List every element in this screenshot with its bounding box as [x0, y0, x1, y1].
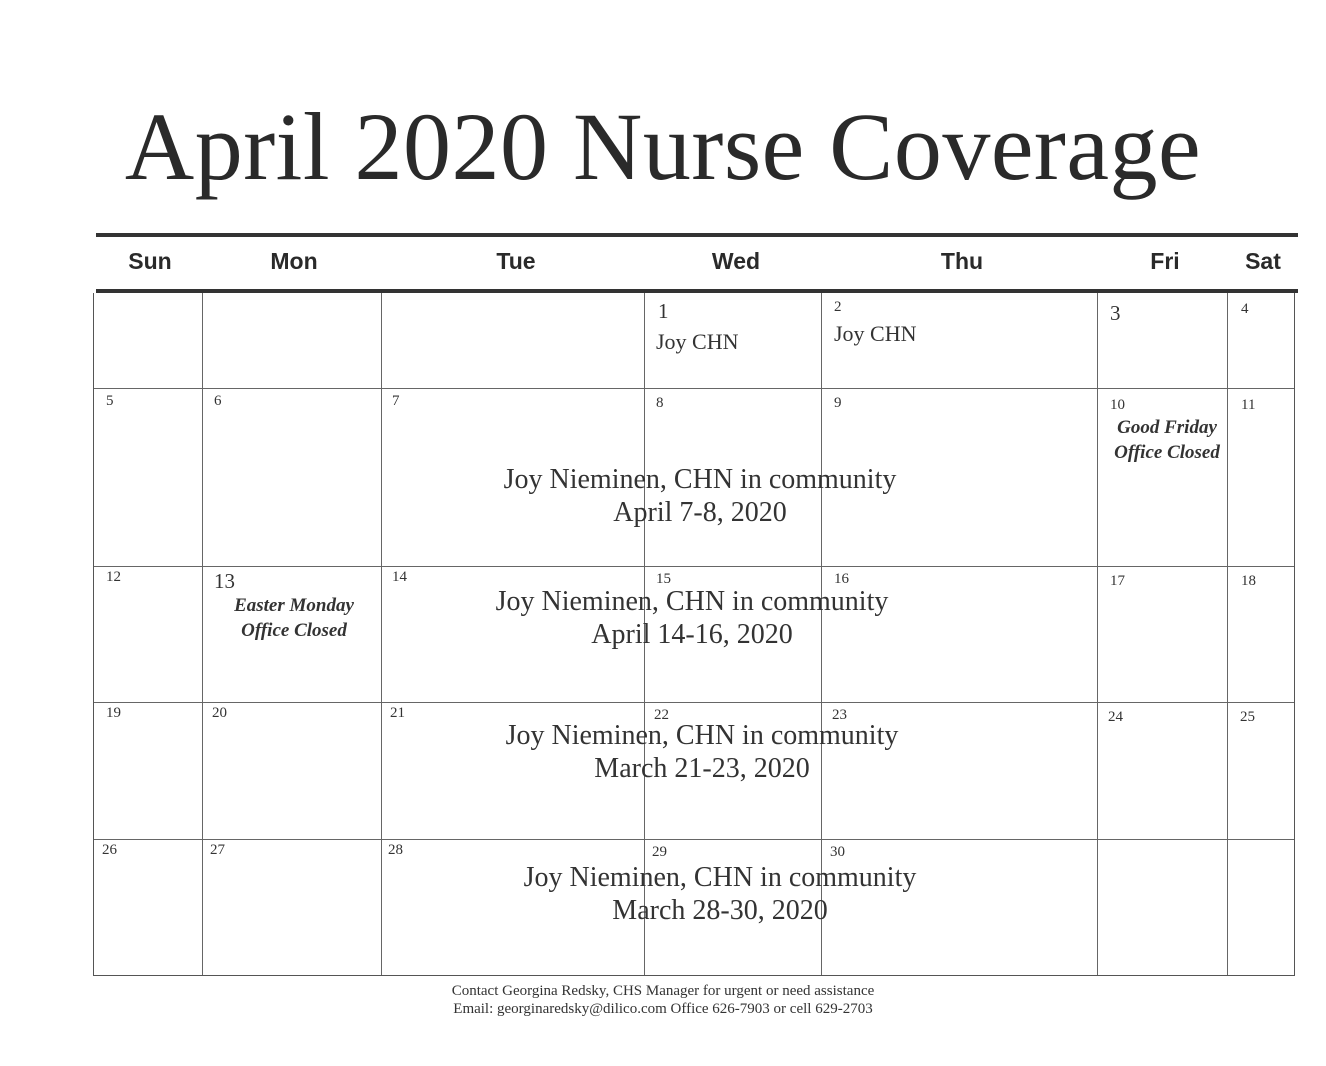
coverage-note-dates: April 14-16, 2020: [591, 619, 793, 650]
cell-entry-thu-2: Joy CHN: [834, 321, 917, 346]
holiday-status: Office Closed: [1114, 442, 1220, 463]
day-number: 23: [832, 707, 847, 723]
week-divider: [94, 702, 1294, 703]
day-number: 21: [390, 705, 405, 721]
day-number: 16: [834, 571, 849, 587]
contact-email-line: Email: georginaredsky@dilico.com Office 626-7903 or cell 629-2703: [453, 1001, 873, 1017]
day-number: 27: [210, 842, 225, 858]
day-number: 15: [656, 571, 671, 587]
contact-line: Contact Georgina Redsky, CHS Manager for urgent or need assistance: [451, 983, 875, 999]
holiday-easter-monday: [206, 593, 382, 643]
coverage-note-title: Joy Nieminen, CHN in community: [523, 862, 917, 893]
day-number: 26: [102, 842, 117, 858]
day-number: 7: [392, 393, 400, 409]
day-number: 25: [1240, 709, 1255, 725]
coverage-note-dates: April 7-8, 2020: [613, 497, 787, 528]
contact-footer: [0, 982, 1326, 1018]
day-number: 4: [1241, 301, 1249, 317]
day-number: 18: [1241, 573, 1256, 589]
week-divider: [94, 388, 1294, 389]
day-number: 14: [392, 569, 407, 585]
day-header-tue: Tue: [496, 248, 536, 274]
holiday-good-friday: [1102, 415, 1232, 465]
coverage-note: [384, 463, 1016, 529]
coverage-note: [384, 585, 1000, 651]
day-number: 28: [388, 842, 403, 858]
day-number: 11: [1241, 397, 1256, 413]
coverage-note-dates: March 28-30, 2020: [612, 895, 828, 926]
holiday-name: Easter Monday: [234, 595, 354, 616]
day-number: 24: [1108, 709, 1123, 725]
top-rule: [96, 233, 1298, 237]
coverage-note-title: Joy Nieminen, CHN in community: [503, 464, 897, 495]
day-divider: [1097, 293, 1098, 975]
holiday-status: Office Closed: [241, 620, 347, 641]
day-number: 6: [214, 393, 222, 409]
day-number: 2: [834, 299, 842, 315]
day-divider: [202, 293, 203, 975]
day-number: 10: [1110, 397, 1125, 413]
cell-entry-wed-1: Joy CHN: [656, 329, 739, 354]
day-number: 19: [106, 705, 121, 721]
day-number: 13: [214, 569, 235, 593]
day-header-thu: Thu: [940, 248, 984, 274]
day-number: 3: [1110, 301, 1121, 325]
day-number: 5: [106, 393, 114, 409]
week-divider: [94, 839, 1294, 840]
day-header-mon: Mon: [270, 248, 318, 274]
day-header-wed: Wed: [711, 248, 761, 274]
day-header-sun: Sun: [128, 248, 172, 274]
coverage-note-title: Joy Nieminen, CHN in community: [495, 586, 889, 617]
day-number: 20: [212, 705, 227, 721]
coverage-note-title: Joy Nieminen, CHN in community: [505, 720, 899, 751]
coverage-note: [384, 719, 1020, 785]
day-number: 1: [658, 299, 669, 323]
calendar-grid: [93, 293, 1295, 976]
day-number: 9: [834, 395, 842, 411]
coverage-note: [384, 861, 1056, 927]
day-number: 12: [106, 569, 121, 585]
day-number: 17: [1110, 573, 1125, 589]
page-title: April 2020 Nurse Coverage: [124, 93, 1202, 200]
day-header-fri: Fri: [1150, 248, 1180, 274]
week-divider: [94, 566, 1294, 567]
day-header-sat: Sat: [1245, 248, 1281, 274]
day-number: 29: [652, 844, 667, 860]
day-number: 22: [654, 707, 669, 723]
holiday-name: Good Friday: [1117, 417, 1217, 438]
coverage-note-dates: March 21-23, 2020: [594, 753, 810, 784]
day-divider: [1227, 293, 1228, 975]
day-number: 8: [656, 395, 664, 411]
day-number: 30: [830, 844, 845, 860]
